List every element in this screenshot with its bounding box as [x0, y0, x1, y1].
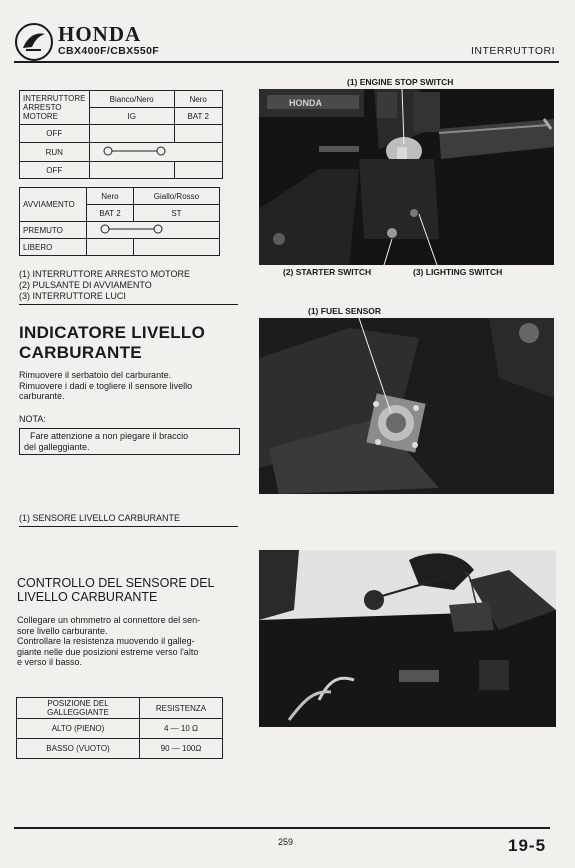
brand-title: HONDA [58, 22, 142, 46]
divider [19, 304, 238, 305]
body-line: carburante. [19, 391, 65, 401]
body-line: giante nelle due posizioni estreme verso l'alto [17, 646, 199, 657]
starter-switch-table [19, 187, 220, 256]
heading-line: INDICATORE LIVELLO [19, 323, 206, 342]
divider [19, 526, 238, 527]
continuity-link [89, 143, 222, 162]
wire-color: Bianco/Nero [89, 91, 174, 108]
table-title: AVVIAMENTO [20, 188, 87, 222]
tank-logo-text: HONDA [289, 98, 322, 108]
table-cell: BASSO (VUOTO) [17, 739, 140, 759]
fuel-indicator-heading [19, 323, 205, 363]
nota-box [19, 428, 240, 455]
legend-item: (1) INTERRUTTORE ARRESTO MOTORE [19, 269, 191, 279]
continuity-link [87, 222, 220, 239]
engine-stop-switch-table [19, 90, 223, 179]
switch-legend [19, 269, 190, 302]
body-line: sore livello carburante. [17, 625, 108, 636]
wire-color: Giallo/Rosso [133, 188, 219, 205]
legend-item: (3) INTERRUTTORE LUCI [19, 291, 126, 301]
switch-position: OFF [20, 162, 90, 179]
switch-position: LIBERO [20, 239, 87, 256]
page-number: 259 [278, 837, 294, 847]
handlebar-switch-photo [259, 89, 554, 265]
footer-rule [14, 827, 550, 829]
body-line: e verso il basso. [17, 657, 83, 667]
table-cell: 90 — 100Ω [140, 739, 223, 759]
photo-label-starter: (2) STARTER SWITCH [283, 267, 372, 277]
legend-item: (2) PULSANTE DI AVVIAMENTO [19, 280, 152, 290]
terminal-code: ST [133, 205, 219, 222]
heading-line: CARBURANTE [19, 343, 142, 362]
wire-color: Nero [174, 91, 222, 108]
photo-label-lighting: (3) LIGHTING SWITCH [413, 267, 503, 277]
sensor-check-body [17, 615, 200, 668]
heading-line: LIVELLO CARBURANTE [17, 590, 158, 604]
nota-line: Fare attenzione a non piegare il braccio [30, 431, 189, 441]
photo-label-fuel-sensor: (1) FUEL SENSOR [308, 306, 382, 316]
switch-position: PREMUTO [20, 222, 87, 239]
model-name: CBX400F/CBX550F [58, 45, 160, 57]
honda-wing-logo [14, 22, 54, 62]
body-line: Rimuovere i dadi e togliere il sensore livello [19, 380, 193, 391]
header-rule [14, 61, 559, 63]
table-cell: ALTO (PIENO) [17, 719, 140, 739]
table-cell: 4 — 10 Ω [140, 719, 223, 739]
column-header: RESISTENZA [140, 698, 223, 719]
terminal-code: BAT 2 [174, 108, 222, 125]
sensor-check-heading [17, 576, 215, 604]
body-line: Rimuovere il serbatoio del carburante. [19, 370, 172, 380]
resistance-table [16, 697, 223, 759]
float-test-photo [259, 550, 556, 727]
fuel-sensor-photo [259, 318, 554, 494]
switch-position: RUN [20, 143, 90, 162]
heading-line: CONTROLLO DEL SENSORE DEL [17, 576, 215, 590]
caption-fuel-sensor: (1) SENSORE LIVELLO CARBURANTE [19, 513, 181, 523]
nota-line: del galleggiante. [24, 441, 90, 452]
column-header: POSIZIONE DEL GALLEGGIANTE [17, 698, 140, 719]
fuel-indicator-body [19, 370, 192, 402]
terminal-code: BAT 2 [87, 205, 134, 222]
body-line: Collegare un ohmmetro al connettore del sen- [17, 615, 201, 625]
chapter-page-number: 19-5 [508, 836, 547, 855]
wire-color: Nero [87, 188, 134, 205]
terminal-code: IG [89, 108, 174, 125]
body-line: Controllare la resistenza muovendo il galleg- [17, 636, 195, 646]
switch-position: OFF [20, 125, 90, 143]
table-title: INTERRUTTORE ARRESTO MOTORE [20, 91, 90, 125]
photo-label-engine-stop: (1) ENGINE STOP SWITCH [347, 77, 454, 87]
nota-label: NOTA: [19, 414, 46, 424]
section-title: INTERRUTTORI [471, 45, 555, 57]
